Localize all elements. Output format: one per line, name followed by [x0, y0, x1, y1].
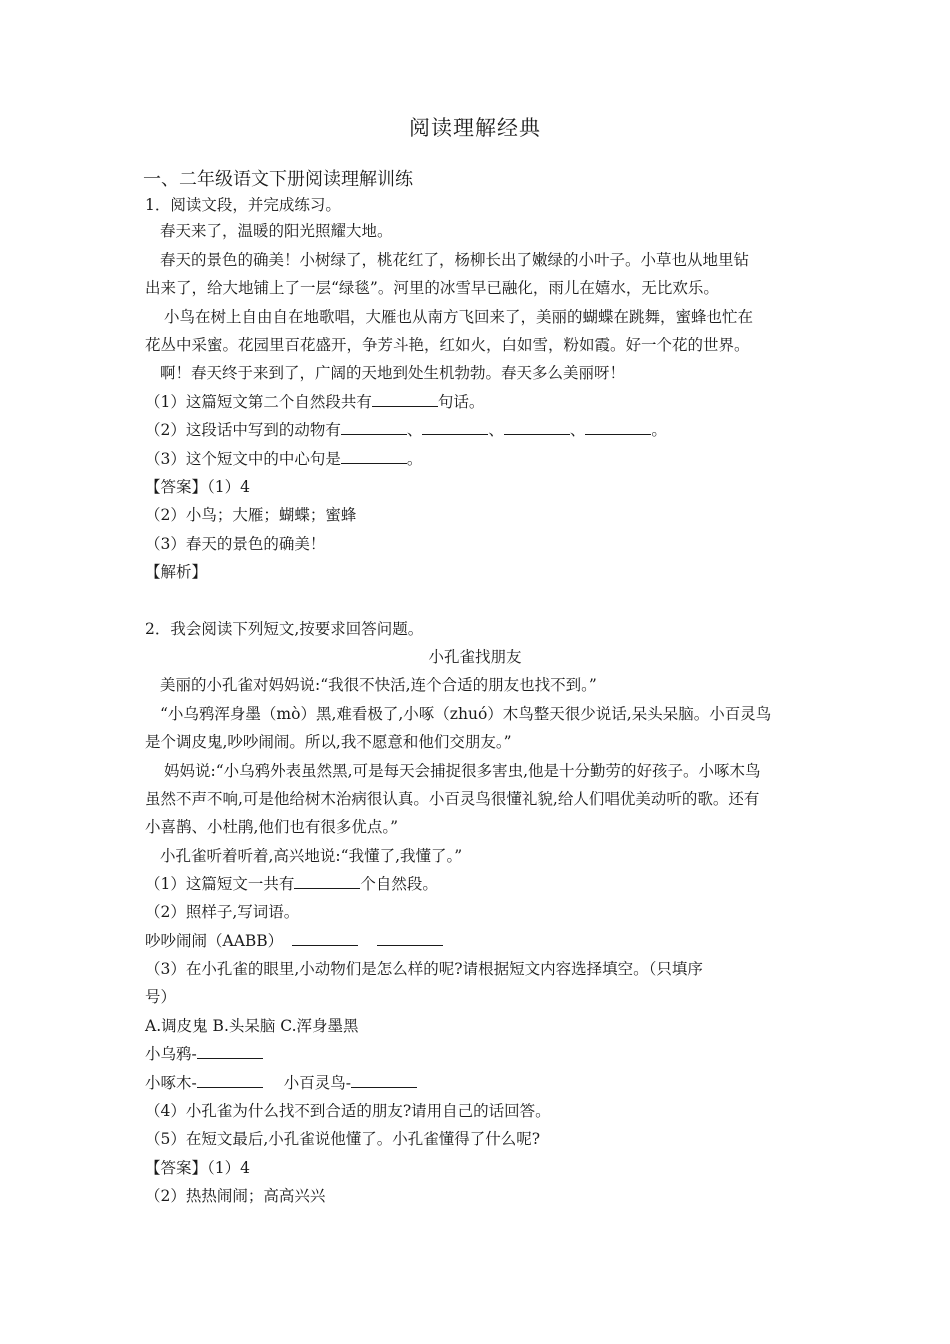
q2-subquestion-3a: （3）在小孔雀的眼里,小动物们是怎么样的呢?请根据短文内容选择填空。（只填序	[145, 960, 703, 978]
q2-paragraph-3b: 虽然不声不响,可是他给树木治病很认真。小百灵鸟很懂礼貌,给人们唱优美动听的歌。还有	[145, 790, 760, 808]
q1-sq2-text: （2）这段话中写到的动物有	[145, 421, 341, 439]
answer-blank[interactable]	[504, 419, 570, 435]
separator: 、	[406, 421, 423, 439]
q1-paragraph-3a: 小鸟在树上自由自在地歌唱，大雁也从南方飞回来了，美丽的蝴蝶在跳舞，蜜蜂也忙在	[164, 308, 754, 326]
q2-paragraph-1: 美丽的小孔雀对妈妈说:“我很不快活,连个合适的朋友也找不到。”	[160, 676, 597, 694]
period: 。	[651, 421, 667, 439]
answer-blank[interactable]	[341, 448, 407, 464]
q1-sq3-text: （3）这个短文中的中心句是	[145, 450, 341, 468]
answer-blank[interactable]	[351, 1072, 417, 1088]
q2-header: 2．我会阅读下列短文,按要求回答问题。	[145, 620, 424, 638]
q1-subquestion-2	[145, 418, 667, 440]
q1-paragraph-1: 春天来了，温暖的阳光照耀大地。	[160, 222, 393, 240]
q1-sq1-text: （1）这篇短文第二个自然段共有	[145, 393, 372, 411]
page-title: 阅读理解经典	[409, 116, 541, 140]
crow-label: 小乌鸦-	[145, 1045, 197, 1063]
q2-sq1-text: （1）这篇短文一共有	[145, 875, 295, 893]
q1-paragraph-3b: 花丛中采蜜。花园里百花盛开，争芳斗艳，红如火，白如雪，粉如霞。好一个花的世界。	[145, 336, 750, 354]
q2-sq1-suffix: 个自然段。	[360, 875, 438, 893]
period: 。	[406, 450, 423, 468]
q1-paragraph-2a: 春天的景色的确美！小树绿了，桃花红了，杨柳长出了嫩绿的小叶子。小草也从地里钻	[160, 251, 750, 269]
q2-answer-1: 【答案】（1）4	[145, 1159, 250, 1177]
example-text: 吵吵闹闹（AABB）	[145, 932, 284, 950]
woodpecker-label: 小啄木-	[145, 1074, 197, 1092]
answer-blank[interactable]	[585, 419, 651, 435]
q2-subquestion-2: （2）照样子,写词语。	[145, 903, 300, 921]
q1-subquestion-3	[145, 447, 422, 469]
answer-blank[interactable]	[197, 1043, 263, 1059]
q2-paragraph-3c: 小喜鹊、小杜鹃,他们也有很多优点。”	[145, 818, 399, 836]
q1-answer-3: （3）春天的景色的确美！	[145, 535, 326, 553]
q1-subquestion-1	[145, 390, 484, 412]
q2-paragraph-3a: 妈妈说:“小乌鸦外表虽然黑,可是每天会捕捉很多害虫,他是十分勤劳的好孩子。小啄木鸟	[164, 762, 761, 780]
q2-subquestion-5: （5）在短文最后,小孔雀说他懂了。小孔雀懂得了什么呢?	[145, 1130, 541, 1148]
q1-header: 1．阅读文段，并完成练习。	[145, 196, 341, 214]
q1-paragraph-2b: 出来了，给大地铺上了一层“绿毯”。河里的冰雪早已融化，雨儿在嬉水，无比欢乐。	[145, 279, 719, 297]
q2-crow-line	[145, 1042, 263, 1064]
q1-analysis: 【解析】	[145, 563, 208, 581]
section-heading: 一、二年级语文下册阅读理解训练	[143, 169, 413, 190]
q1-sq1-suffix: 句话。	[437, 393, 485, 411]
separator: 、	[569, 421, 586, 439]
answer-blank[interactable]	[372, 391, 438, 407]
q1-paragraph-4: 啊！春天终于来到了，广阔的天地到处生机勃勃。春天多么美丽呀！	[160, 364, 626, 382]
q2-subquestion-4: （4）小孔雀为什么找不到合适的朋友?请用自己的话回答。	[145, 1102, 551, 1120]
q2-answer-2: （2）热热闹闹；高高兴兴	[145, 1187, 326, 1205]
answer-blank[interactable]	[341, 419, 407, 435]
q2-woodpecker-lark-line	[145, 1071, 417, 1093]
answer-blank[interactable]	[377, 930, 443, 946]
separator: 、	[488, 421, 504, 439]
q1-answer-2: （2）小鸟；大雁；蝴蝶；蜜蜂	[145, 506, 357, 524]
q2-options: A.调皮鬼 B.头呆脑 C.浑身墨黑	[145, 1017, 359, 1035]
q2-paragraph-4: 小孔雀听着听着,高兴地说:“我懂了,我懂了。”	[160, 847, 463, 865]
q2-subquestion-2-example	[145, 929, 443, 951]
answer-blank[interactable]	[294, 873, 360, 889]
q2-paragraph-2a: “小乌鸦浑身墨（mò）黑,难看极了,小啄（zhuó）木鸟整天很少说话,呆头呆脑。小百灵鸟	[160, 705, 772, 723]
answer-blank[interactable]	[292, 930, 358, 946]
story-title: 小孔雀找朋友	[428, 648, 522, 666]
answer-blank[interactable]	[422, 419, 488, 435]
q2-paragraph-2b: 是个调皮鬼,吵吵闹闹。所以,我不愿意和他们交朋友。”	[145, 733, 512, 751]
answer-blank[interactable]	[197, 1072, 263, 1088]
q2-subquestion-1	[145, 872, 438, 894]
q2-subquestion-3b: 号）	[145, 988, 177, 1006]
lark-label: 小百灵鸟-	[283, 1074, 351, 1092]
q1-answer-1: 【答案】（1）4	[145, 478, 250, 496]
